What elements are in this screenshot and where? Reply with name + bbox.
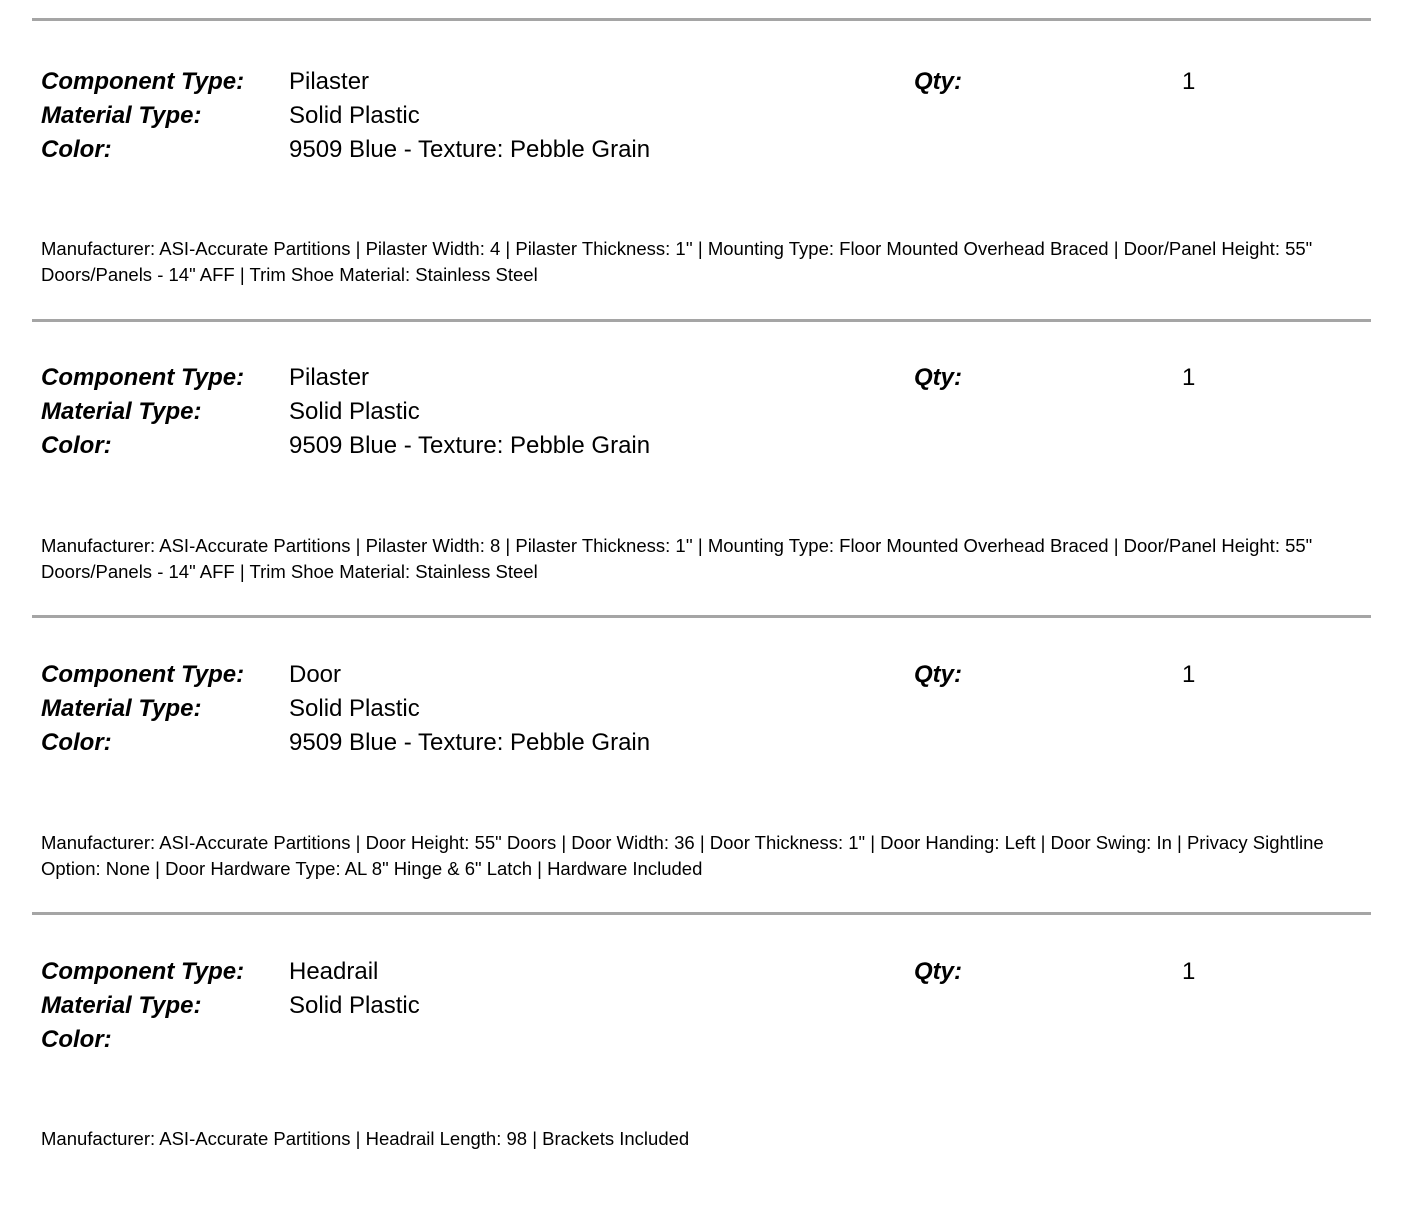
color-label: Color: <box>41 729 112 756</box>
component-details: Manufacturer: ASI-Accurate Partitions | Pilaster Width: 4 | Pilaster Thickness: 1'' | Mounting Type: Floor Mounted Overhead Braced | Door/Panel Height: 55" Doors/Panels - 14" AFF | Trim Shoe Material: Stainless Steel <box>41 238 1313 285</box>
color-label: Color: <box>41 1026 112 1053</box>
component-type-label: Component Type: <box>41 364 245 391</box>
material-type-label: Material Type: <box>41 695 202 722</box>
component-details: Manufacturer: ASI-Accurate Partitions | Pilaster Width: 8 | Pilaster Thickness: 1'' | Mounting Type: Floor Mounted Overhead Braced | Door/Panel Height: 55" Doors/Panels - 14" AFF | Trim Shoe Material: Stainless Steel <box>41 535 1313 582</box>
material-type-value: Solid Plastic <box>289 992 420 1019</box>
component-type-value: Headrail <box>289 958 379 985</box>
material-type-value: Solid Plastic <box>289 695 420 722</box>
material-type-value: Solid Plastic <box>289 398 420 425</box>
color-value: 9509 Blue - Texture: Pebble Grain <box>289 136 651 163</box>
component-type-value: Door <box>289 661 342 688</box>
component-details: Manufacturer: ASI-Accurate Partitions | Headrail Length: 98 | Brackets Included <box>41 1128 690 1149</box>
qty-label: Qty: <box>914 958 962 985</box>
component-type-label: Component Type: <box>41 958 245 985</box>
color-label: Color: <box>41 432 112 459</box>
component-block <box>0 955 1404 1215</box>
qty-value: 1 <box>1182 68 1196 95</box>
material-type-value: Solid Plastic <box>289 102 420 129</box>
component-type-value: Pilaster <box>289 68 370 95</box>
qty-value: 1 <box>1182 661 1196 688</box>
qty-label: Qty: <box>914 661 962 688</box>
qty-label: Qty: <box>914 68 962 95</box>
material-type-label: Material Type: <box>41 992 202 1019</box>
color-label: Color: <box>41 136 112 163</box>
component-type-value: Pilaster <box>289 364 370 391</box>
qty-value: 1 <box>1182 958 1196 985</box>
component-block <box>0 65 1404 325</box>
component-type-label: Component Type: <box>41 68 245 95</box>
qty-label: Qty: <box>914 364 962 391</box>
component-type-label: Component Type: <box>41 661 245 688</box>
qty-value: 1 <box>1182 364 1196 391</box>
color-value: 9509 Blue - Texture: Pebble Grain <box>289 432 651 459</box>
component-block <box>0 361 1404 621</box>
material-type-label: Material Type: <box>41 102 202 129</box>
component-details: Manufacturer: ASI-Accurate Partitions | Door Height: 55" Doors | Door Width: 36 | Door Thickness: 1" | Door Handing: Left | Door Swing: In | Privacy Sightline Option: None | Door Hardware Type: AL 8" Hinge & 6" Latch | Hardware Included <box>41 832 1324 879</box>
section-divider <box>32 18 1371 21</box>
color-value: 9509 Blue - Texture: Pebble Grain <box>289 729 651 756</box>
material-type-label: Material Type: <box>41 398 202 425</box>
component-block <box>0 658 1404 918</box>
